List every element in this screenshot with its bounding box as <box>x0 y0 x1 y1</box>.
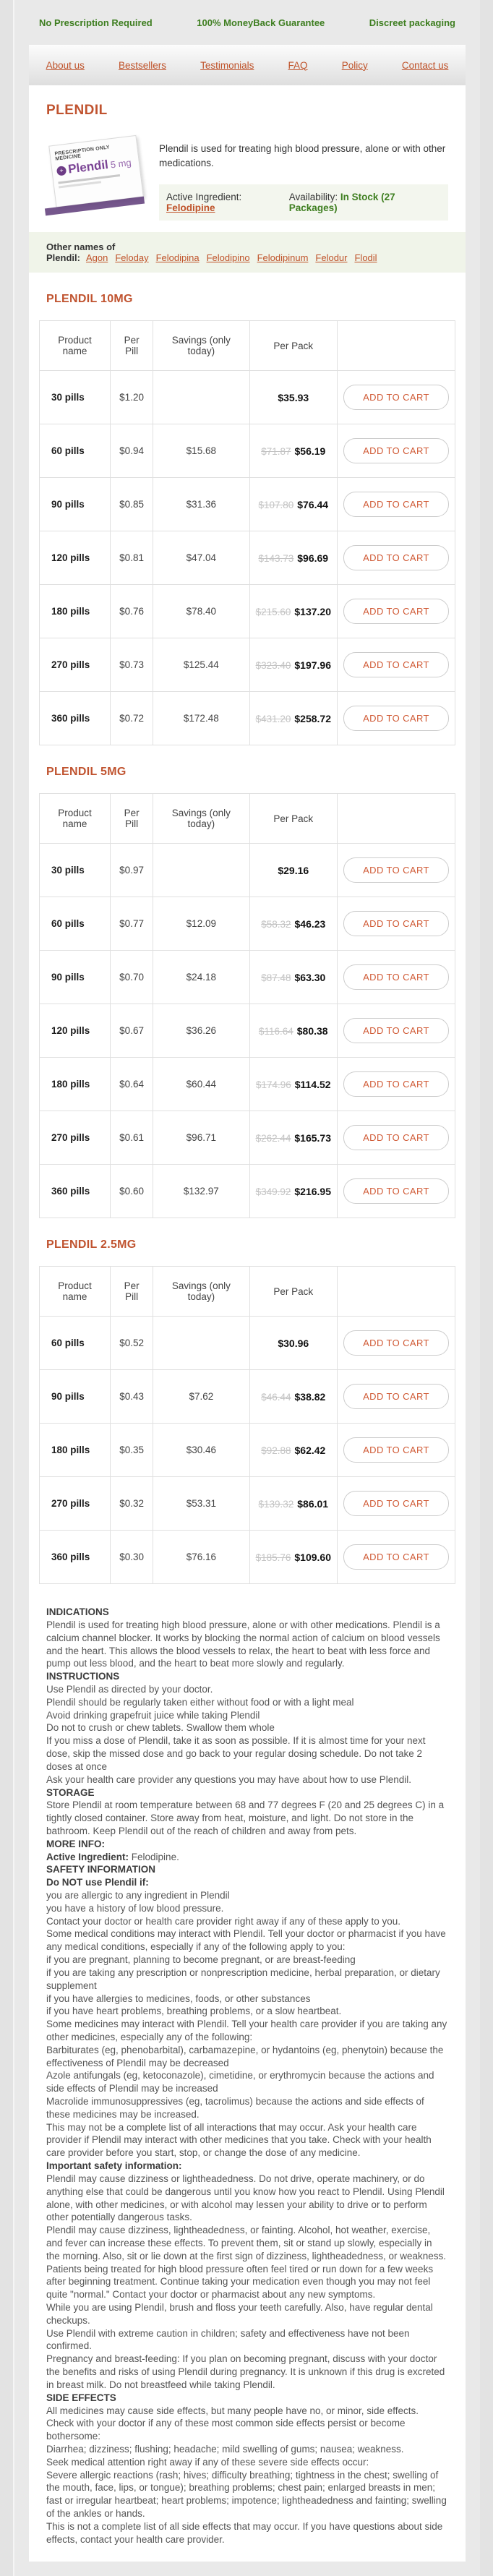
per-pack-cell <box>249 1531 337 1584</box>
add-to-cart-cell <box>338 1370 455 1424</box>
product-info-box <box>39 133 455 221</box>
per-pill-cell: $0.85 <box>111 478 153 531</box>
product-description: Plendil is used for treating high blood pressure, alone or with other medications. <box>159 143 446 168</box>
old-price: $92.88 <box>261 1445 291 1456</box>
table-row <box>40 692 455 745</box>
old-price: $431.20 <box>255 713 291 724</box>
column-header: Per Pack <box>249 794 337 844</box>
other-name-link[interactable]: Felodipinum <box>257 252 309 264</box>
per-pill-cell: $0.43 <box>111 1370 153 1424</box>
other-name-link[interactable]: Felodipina <box>155 252 200 264</box>
savings-cell: $78.40 <box>153 585 249 638</box>
per-pack-cell <box>249 1424 337 1477</box>
old-price: $185.76 <box>255 1552 291 1563</box>
table-row <box>40 1111 455 1165</box>
info-text: Use Plendil with extreme caution in children; safety and effectiveness have not been confirmed. <box>46 2327 410 2352</box>
savings-cell <box>153 1317 249 1370</box>
column-header-empty <box>338 1267 455 1317</box>
pack-price: $35.93 <box>278 391 309 403</box>
availability-status: In Stock (27 Packages) <box>288 192 395 214</box>
old-price: $262.44 <box>255 1132 291 1144</box>
add-to-cart-cell <box>338 1477 455 1531</box>
add-to-cart-cell <box>338 1058 455 1111</box>
info-text: Macrolide immunosuppressives (eg, tacrolimus) because the actions and side effects of these medicines may be increased. <box>46 2096 424 2120</box>
info-text: Azole antifungals (eg, ketoconazole), cimetidine, or erythromycin because the actions and side effects of Plendil may be increased <box>46 2070 434 2094</box>
add-to-cart-button[interactable]: ADD TO CART <box>343 652 449 677</box>
pack-price: $137.20 <box>294 605 331 617</box>
add-to-cart-button[interactable]: ADD TO CART <box>343 385 449 410</box>
savings-cell: $12.09 <box>153 897 249 951</box>
per-pack-cell <box>249 531 337 585</box>
info-text: Patients being treated for high blood pressure often feel tired or run down for a few weeks after beginning treatment. Continue taking your medication even though you may not feel quite "normal." Contact your doctor or pharmacist about any new symptoms. <box>46 2263 434 2301</box>
table-row <box>40 585 455 638</box>
per-pill-cell: $0.52 <box>111 1317 153 1370</box>
add-to-cart-cell <box>338 1531 455 1584</box>
per-pill-cell: $0.64 <box>111 1058 153 1111</box>
per-pack-cell <box>249 897 337 951</box>
old-price: $116.64 <box>258 1025 293 1037</box>
savings-cell: $36.26 <box>153 1004 249 1058</box>
product-name-cell: 180 pills <box>40 585 111 638</box>
savings-cell: $30.46 <box>153 1424 249 1477</box>
savings-cell: $15.68 <box>153 424 249 478</box>
old-price: $215.60 <box>255 606 291 617</box>
info-text: you are allergic to any ingredient in Plendil <box>46 1890 230 1901</box>
savings-cell: $125.44 <box>153 638 249 692</box>
add-to-cart-cell <box>338 1004 455 1058</box>
add-to-cart-cell <box>338 424 455 478</box>
add-to-cart-button[interactable]: ADD TO CART <box>343 1544 449 1570</box>
guarantee-text: 100% MoneyBack Guarantee <box>197 17 325 28</box>
product-name-cell: 270 pills <box>40 638 111 692</box>
product-name-cell: 360 pills <box>40 1165 111 1218</box>
info-text: Pregnancy and breast-feeding: If you plan on becoming pregnant, discuss with your doctor the benefits and risks of using Plendil during pregnancy. It is unknown if this drug is excreted in breast milk. Do not breastfeed while taking Plendil. <box>46 2353 445 2390</box>
savings-cell: $76.16 <box>153 1531 249 1584</box>
old-price: $323.40 <box>255 659 291 671</box>
info-text: Plendil may cause dizziness, lightheadedness, or fainting. Alcohol, hot weather, exercise, and fever can increase these effects. To prevent them, sit or stand up slowly, especially in the morning. Also, sit or lie down at the first sign of dizziness, lightheadedness, or weakness. <box>46 2225 447 2262</box>
product-name-cell: 360 pills <box>40 1531 111 1584</box>
column-header: Per Pack <box>249 321 337 371</box>
product-name-cell: 60 pills <box>40 424 111 478</box>
other-name-link[interactable]: Feloday <box>115 252 149 264</box>
table-row <box>40 531 455 585</box>
table-row <box>40 1317 455 1370</box>
medicine-box-illustration <box>48 135 144 207</box>
add-to-cart-button[interactable]: ADD TO CART <box>343 1018 449 1043</box>
old-price: $107.80 <box>258 499 294 510</box>
column-header: Per Pill <box>111 794 153 844</box>
other-names-strip <box>29 232 466 273</box>
price-section <box>39 1238 455 1584</box>
info-text: if you are taking any prescription or nonprescription medicine, herbal preparation, or dietary supplement <box>46 1967 440 1991</box>
add-to-cart-cell <box>338 638 455 692</box>
old-price: $139.32 <box>258 1498 294 1510</box>
table-row <box>40 371 455 424</box>
pack-price: $80.38 <box>296 1024 328 1037</box>
info-heading: Do NOT use Plendil if: <box>46 1877 149 1888</box>
content-panel <box>29 85 466 2562</box>
add-to-cart-button[interactable]: ADD TO CART <box>343 545 449 570</box>
page-title: PLENDIL <box>46 103 108 118</box>
per-pill-cell: $0.97 <box>111 844 153 897</box>
per-pill-cell: $0.81 <box>111 531 153 585</box>
per-pack-cell <box>249 1111 337 1165</box>
pack-price: $165.73 <box>294 1131 331 1144</box>
table-row <box>40 844 455 897</box>
price-tables <box>39 293 455 1584</box>
info-text: Plendil is used for treating high blood pressure, alone or with other medications. Plendil is a calcium channel blocker. It works by blocking the normal action of calcium on blood vessels and the heart. This allows the blood vessels to relax, the heart to beat with less force and pump out less blood, and the heart to beat more slowly and regularly. <box>46 1619 440 1669</box>
product-name-cell: 360 pills <box>40 692 111 745</box>
box-brand-name: Plendil <box>67 157 109 176</box>
table-row <box>40 1531 455 1584</box>
add-to-cart-cell <box>338 585 455 638</box>
table-row <box>40 638 455 692</box>
pack-price: $63.30 <box>294 971 326 983</box>
table-row <box>40 1424 455 1477</box>
savings-cell: $7.62 <box>153 1370 249 1424</box>
info-text: Store Plendil at room temperature between 68 and 77 degrees F (20 and 25 degrees C) in a tightly closed container. Store away from heat, moisture, and light. Do not store in the bathroom. Keep Plendil out of the reach of children and away from pets. <box>46 1800 445 1836</box>
info-text: Active Ingredient: Felodipine. <box>46 1851 179 1862</box>
nav-link-policy[interactable]: Policy <box>341 59 368 71</box>
old-price: $143.73 <box>258 552 294 564</box>
info-text: Ask your health care provider any questions you may have about how to use Plendil. <box>46 1773 412 1785</box>
per-pill-cell: $1.20 <box>111 371 153 424</box>
product-name-cell: 270 pills <box>40 1111 111 1165</box>
product-name-cell: 60 pills <box>40 897 111 951</box>
add-to-cart-button[interactable]: ADD TO CART <box>343 1178 449 1204</box>
table-row <box>40 424 455 478</box>
info-text: Severe allergic reactions (rash; hives; difficulty breathing; tightness in the chest; swelling of the mouth, face, lips, or tongue); breathing problems; chest pain; enlarged breasts in men; fast or irregular heartbeat; heart problems; impotence; lightheadedness and fainting; swelling of the ankles or hands. <box>46 2469 447 2519</box>
pack-price: $38.82 <box>294 1390 326 1403</box>
product-name-cell: 30 pills <box>40 844 111 897</box>
per-pack-cell <box>249 585 337 638</box>
info-text: Seek medical attention right away if any of these severe side effects occur: <box>46 2456 369 2468</box>
info-text: Check with your doctor if any of these most common side effects persist or become bothersome: <box>46 2418 406 2442</box>
product-name-cell: 90 pills <box>40 1370 111 1424</box>
active-ingredient <box>166 192 289 213</box>
old-price: $349.92 <box>255 1186 291 1197</box>
info-heading: SIDE EFFECTS <box>46 2392 116 2403</box>
info-text: Barbiturates (eg, phenobarbital), carbamazepine, or hydantoins (eg, phenytoin) because the effectiveness of Plendil may be decreased <box>46 2044 444 2068</box>
table-row <box>40 951 455 1004</box>
add-to-cart-button[interactable]: ADD TO CART <box>343 911 449 936</box>
per-pack-cell <box>249 638 337 692</box>
per-pill-cell: $0.94 <box>111 424 153 478</box>
nav-link-bestsellers[interactable]: Bestsellers <box>118 59 167 71</box>
availability <box>289 192 441 213</box>
guarantee-text: Discreet packaging <box>369 17 455 28</box>
per-pill-cell: $0.61 <box>111 1111 153 1165</box>
guarantee-text: No Prescription Required <box>39 17 153 28</box>
add-to-cart-button[interactable]: ADD TO CART <box>343 964 449 990</box>
info-text: Do not to crush or chew tablets. Swallow them whole <box>46 1722 275 1734</box>
add-to-cart-button[interactable]: ADD TO CART <box>343 492 449 517</box>
price-table <box>39 1266 455 1584</box>
info-text: All medicines may cause side effects, but many people have no, or minor, side effects. <box>46 2405 419 2416</box>
add-to-cart-button[interactable]: ADD TO CART <box>343 1330 449 1356</box>
price-section <box>39 766 455 1218</box>
drug-info <box>39 1606 455 2546</box>
per-pack-cell <box>249 424 337 478</box>
box-dose: 5 mg <box>109 157 132 171</box>
add-to-cart-cell <box>338 371 455 424</box>
pack-price: $86.01 <box>297 1497 329 1510</box>
column-header: Savings (only today) <box>153 321 249 371</box>
per-pack-cell <box>249 1370 337 1424</box>
product-name-cell: 120 pills <box>40 1004 111 1058</box>
per-pill-cell: $0.72 <box>111 692 153 745</box>
add-to-cart-button[interactable]: ADD TO CART <box>343 1071 449 1097</box>
table-row <box>40 1004 455 1058</box>
nav-link-faq[interactable]: FAQ <box>288 59 308 71</box>
per-pack-cell <box>249 1058 337 1111</box>
info-text: you have a history of low blood pressure. <box>46 1902 224 1914</box>
per-pill-cell: $0.67 <box>111 1004 153 1058</box>
pack-price: $76.44 <box>297 498 329 510</box>
info-heading: SAFETY INFORMATION <box>46 1864 155 1875</box>
top-bar <box>14 0 480 45</box>
savings-cell <box>153 371 249 424</box>
price-table <box>39 320 455 745</box>
savings-cell: $53.31 <box>153 1477 249 1531</box>
column-header: Per Pill <box>111 321 153 371</box>
per-pill-cell: $0.77 <box>111 897 153 951</box>
pack-price: $114.52 <box>294 1078 331 1090</box>
add-to-cart-cell <box>338 531 455 585</box>
add-to-cart-cell <box>338 1424 455 1477</box>
column-header: Product name <box>40 321 111 371</box>
add-to-cart-cell <box>338 951 455 1004</box>
savings-cell: $172.48 <box>153 692 249 745</box>
product-name-cell: 180 pills <box>40 1424 111 1477</box>
info-text: Plendil should be regularly taken either without food or with a light meal <box>46 1696 354 1708</box>
product-name-cell: 90 pills <box>40 951 111 1004</box>
savings-cell: $96.71 <box>153 1111 249 1165</box>
old-price: $174.96 <box>255 1079 291 1090</box>
other-name-link[interactable]: Flodil <box>354 252 377 264</box>
info-text: Some medicines may interact with Plendil. Tell your health care provider if you are taking any other medicines, especially any of the following: <box>46 2019 447 2042</box>
info-lead: Active Ingredient: <box>46 1851 129 1862</box>
box-top-text: PRESCRIPTION ONLY MEDICINE <box>54 145 111 162</box>
product-name-cell: 270 pills <box>40 1477 111 1531</box>
per-pill-cell: $0.30 <box>111 1531 153 1584</box>
add-to-cart-cell <box>338 897 455 951</box>
product-name-cell: 60 pills <box>40 1317 111 1370</box>
per-pack-cell <box>249 951 337 1004</box>
old-price: $46.44 <box>261 1391 291 1403</box>
column-header: Product name <box>40 1267 111 1317</box>
add-to-cart-button[interactable]: ADD TO CART <box>343 438 449 463</box>
other-name-link[interactable]: Felodur <box>315 252 348 264</box>
pack-price: $56.19 <box>294 445 326 457</box>
savings-cell: $31.36 <box>153 478 249 531</box>
info-heading: MORE INFO: <box>46 1838 105 1849</box>
add-to-cart-cell <box>338 844 455 897</box>
column-header-empty <box>338 794 455 844</box>
info-heading: INSTRUCTIONS <box>46 1671 120 1682</box>
savings-cell: $47.04 <box>153 531 249 585</box>
dosage-title: PLENDIL 5MG <box>46 766 127 779</box>
info-text: While you are using Plendil, brush and floss your teeth carefully. Also, have regular dental checkups. <box>46 2302 433 2326</box>
nav-link-about-us[interactable]: About us <box>46 59 85 71</box>
other-name-link[interactable]: Agon <box>85 252 108 264</box>
brand-cross-icon: + <box>56 166 67 176</box>
table-row <box>40 897 455 951</box>
per-pill-cell: $0.35 <box>111 1424 153 1477</box>
column-header: Savings (only today) <box>153 794 249 844</box>
info-heading: STORAGE <box>46 1786 95 1798</box>
per-pack-cell <box>249 371 337 424</box>
page-container <box>13 0 480 2576</box>
table-row <box>40 1058 455 1111</box>
info-heading: Important safety information: <box>46 2160 182 2172</box>
info-text: if you are pregnant, planning to become pregnant, or are breast-feeding <box>46 1954 356 1966</box>
product-image <box>46 133 146 214</box>
add-to-cart-button[interactable]: ADD TO CART <box>343 1491 449 1516</box>
add-to-cart-cell <box>338 478 455 531</box>
per-pill-cell: $0.73 <box>111 638 153 692</box>
per-pill-cell: $0.60 <box>111 1165 153 1218</box>
per-pill-cell: $0.76 <box>111 585 153 638</box>
per-pack-cell <box>249 1477 337 1531</box>
column-header: Product name <box>40 794 111 844</box>
per-pack-cell <box>249 1165 337 1218</box>
add-to-cart-button[interactable]: ADD TO CART <box>343 1125 449 1150</box>
per-pill-cell: $0.32 <box>111 1477 153 1531</box>
other-names-list <box>86 252 385 263</box>
info-text: if you have allergies to medicines, foods, or other substances <box>46 1993 311 2004</box>
pack-price: $96.69 <box>297 552 329 564</box>
dosage-title: PLENDIL 10MG <box>46 293 133 306</box>
add-to-cart-cell <box>338 1111 455 1165</box>
active-ingredient-link[interactable]: Felodipine <box>166 202 215 214</box>
per-pill-cell: $0.70 <box>111 951 153 1004</box>
per-pack-cell <box>249 478 337 531</box>
pack-price: $46.23 <box>294 917 326 930</box>
price-table <box>39 793 455 1218</box>
table-row <box>40 1370 455 1424</box>
main-nav <box>29 45 466 85</box>
table-row <box>40 1477 455 1531</box>
product-name-cell: 180 pills <box>40 1058 111 1111</box>
pack-price: $197.96 <box>294 659 331 671</box>
table-row <box>40 1165 455 1218</box>
per-pack-cell <box>249 692 337 745</box>
info-text: Avoid drinking grapefruit juice while taking Plendil <box>46 1709 260 1721</box>
old-price: $87.48 <box>261 972 291 983</box>
per-pack-cell <box>249 1317 337 1370</box>
info-text: This may not be a complete list of all interactions that may occur. Ask your health care provider if Plendil may interact with other medicines that you take. Check with your health care provider before you start, stop, or change the dose of any medicine. <box>46 2121 432 2159</box>
pack-price: $258.72 <box>294 712 331 724</box>
info-text: Some medical conditions may interact with Plendil. Tell your doctor or pharmacist if you have any medical conditions, especially if any of the following apply to you: <box>46 1928 446 1953</box>
add-to-cart-button[interactable]: ADD TO CART <box>343 857 449 883</box>
info-heading: INDICATIONS <box>46 1606 109 1618</box>
add-to-cart-cell <box>338 1317 455 1370</box>
per-pack-cell <box>249 844 337 897</box>
pack-price: $30.96 <box>278 1337 309 1349</box>
nav-link-testimonials[interactable]: Testimonials <box>200 59 254 71</box>
per-pack-cell <box>249 1004 337 1058</box>
add-to-cart-cell <box>338 1165 455 1218</box>
savings-cell: $60.44 <box>153 1058 249 1111</box>
add-to-cart-cell <box>338 692 455 745</box>
pack-price: $62.42 <box>294 1444 326 1456</box>
add-to-cart-button[interactable]: ADD TO CART <box>343 706 449 731</box>
add-to-cart-button[interactable]: ADD TO CART <box>343 599 449 624</box>
table-row <box>40 478 455 531</box>
old-price: $58.32 <box>261 918 291 930</box>
pack-price: $109.60 <box>294 1551 331 1563</box>
other-names-label: Other names of Plendil: <box>46 241 116 264</box>
savings-cell: $132.97 <box>153 1165 249 1218</box>
column-header: Per Pill <box>111 1267 153 1317</box>
info-text: Use Plendil as directed by your doctor. <box>46 1684 213 1695</box>
pack-price: $216.95 <box>294 1185 331 1197</box>
product-name-cell: 30 pills <box>40 371 111 424</box>
active-ingredient-label: Active Ingredient: <box>166 192 242 203</box>
availability-label: Availability: <box>288 192 338 203</box>
old-price: $71.87 <box>261 445 291 457</box>
nav-link-contact-us[interactable]: Contact us <box>401 59 449 71</box>
info-text: If you miss a dose of Plendil, take it as soon as possible. If it is almost time for your next dose, skip the missed dose and go back to your regular dosing schedule. Do not take 2 doses at once <box>46 1735 426 1772</box>
column-header-empty <box>338 321 455 371</box>
info-text: Contact your doctor or health care provider right away if any of these apply to you. <box>46 1915 401 1927</box>
savings-cell: $24.18 <box>153 951 249 1004</box>
price-section <box>39 293 455 745</box>
add-to-cart-button[interactable]: ADD TO CART <box>343 1384 449 1409</box>
info-text: Diarrhea; dizziness; flushing; headache; mild swelling of gums; nausea; weakness. <box>46 2443 404 2455</box>
product-name-cell: 90 pills <box>40 478 111 531</box>
column-header: Per Pack <box>249 1267 337 1317</box>
info-text: if you have heart problems, breathing problems, or a slow heartbeat. <box>46 2006 342 2017</box>
savings-cell <box>153 844 249 897</box>
info-text: This is not a complete list of all side effects that may occur. If you have questions about side effects, contact your health care provider. <box>46 2520 443 2545</box>
product-name-cell: 120 pills <box>40 531 111 585</box>
column-header: Savings (only today) <box>153 1267 249 1317</box>
add-to-cart-button[interactable]: ADD TO CART <box>343 1437 449 1463</box>
ingredient-availability-row <box>159 184 448 221</box>
info-text: Plendil may cause dizziness or lightheadedness. Do not drive, operate machinery, or do anything else that could be dangerous until you know how you react to Plendil. Using Plendil alone, with other medicines, or with alcohol may lessen your ability to drive or to perform other potentially dangerous tasks. <box>46 2173 445 2223</box>
other-name-link[interactable]: Felodipino <box>206 252 250 264</box>
dosage-title: PLENDIL 2.5MG <box>46 1238 137 1251</box>
pack-price: $29.16 <box>278 864 309 876</box>
